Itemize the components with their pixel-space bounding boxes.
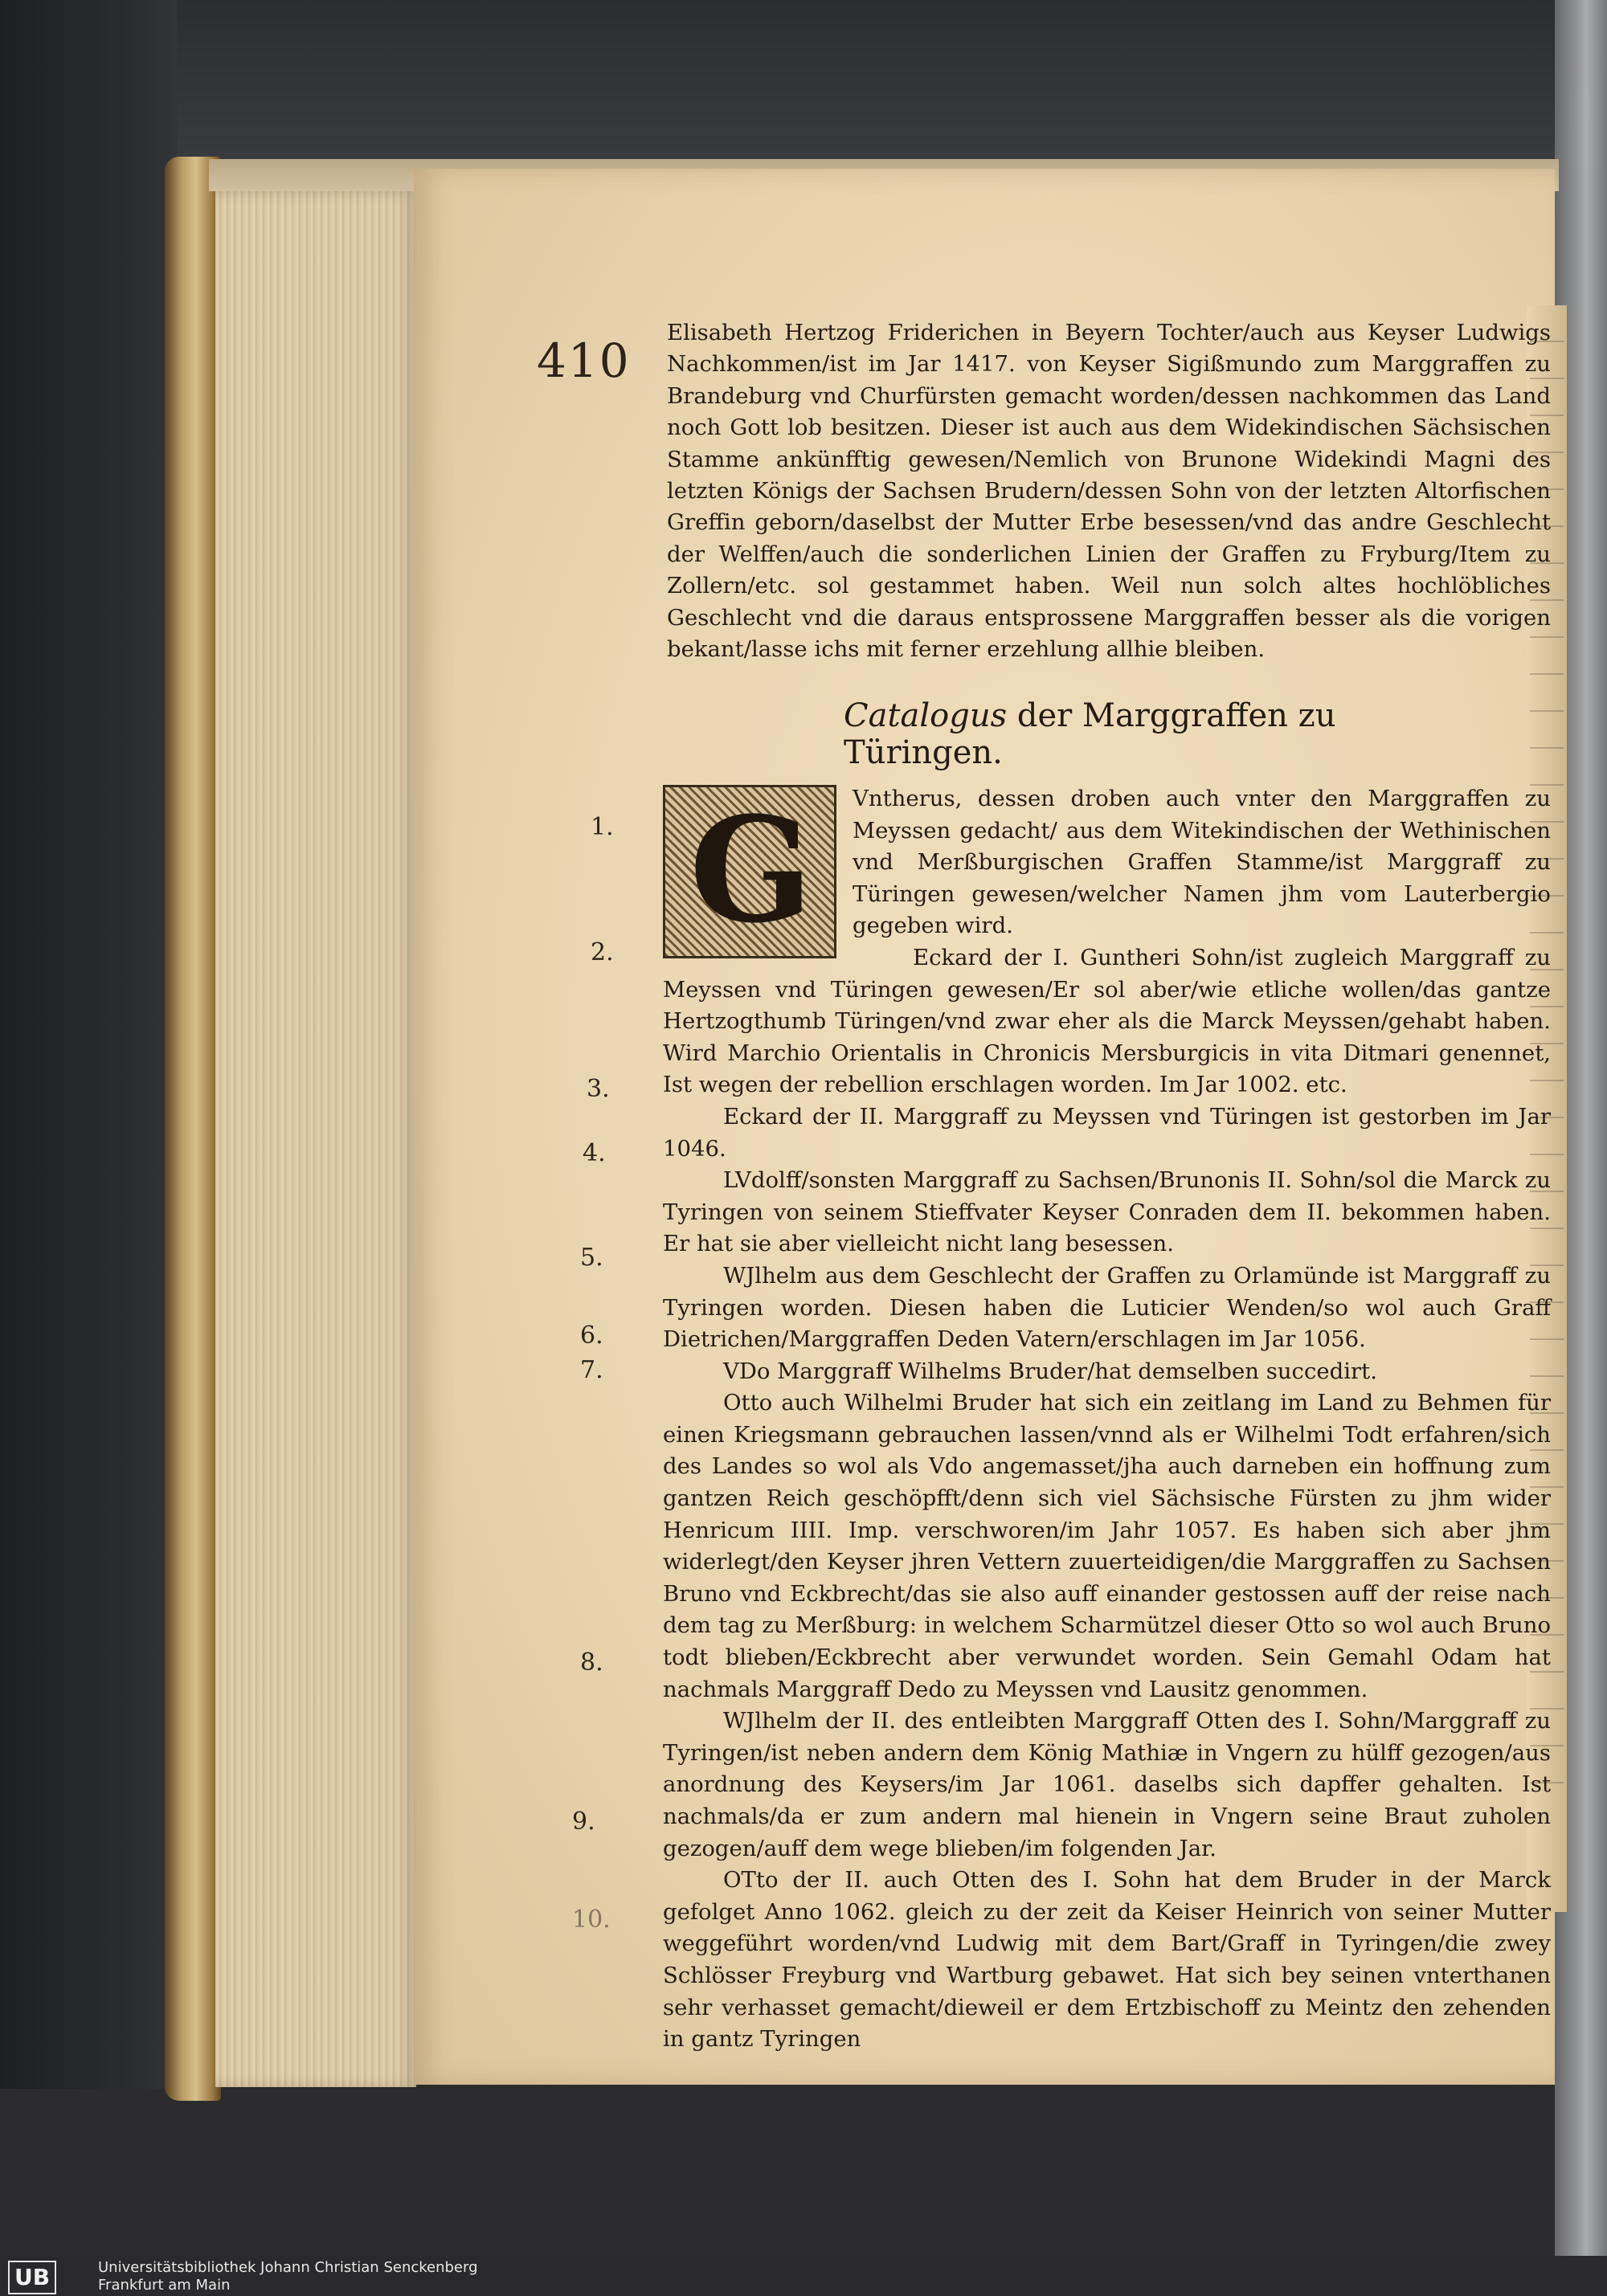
top-paragraph-block — [667, 317, 1551, 665]
entry-9: OTto der II. auch Otten des I. Sohn hat dem Bruder in der Marck gefolget Anno 1062. gleich zu der zeit da Keiser Heinrich von seiner Mutter weggeführt worden/vnd Ludwig mit dem Bart/Graff in Tyringen/die zwey Schlösser Freyburg vnd Wartburg gebawet. Hat sich bey seinen vnterthanen sehr verhasset gemacht/dieweil er dem Ertzbischoff zu Meintz den zehenden in gantz Tyringen — [663, 1867, 1551, 2053]
margin-number-8: 8. — [580, 1648, 603, 1677]
margin-number-9: 9. — [572, 1808, 595, 1836]
institution-name — [98, 2259, 478, 2294]
background-left — [0, 0, 177, 2296]
entry-4: LVdolff/sonsten Marggraff zu Sachsen/Brunonis II. Sohn/sol die Marck zu Tyringen von seinem Stieffvater Keyser Conraden dem II. bekommen haben. Er hat sie aber vielleicht nicht lang besessen. — [663, 1167, 1551, 1257]
catalog-body — [663, 783, 1551, 2056]
book-spine — [165, 157, 221, 2101]
margin-number-4: 4. — [583, 1139, 606, 1167]
margin-number-7: 7. — [580, 1356, 603, 1384]
margin-number-1: 1. — [591, 813, 614, 841]
entry-1: Vntherus, dessen droben auch vnter den Marggraffen zu Meyssen gedacht/ aus dem Witekindischen der Wethinischen vnd Merßburgischen Graffen Stamme/ist Marggraff zu Türingen gewesen/welcher Namen jhm vom Lauterbergio gegeben wird. — [853, 786, 1551, 939]
entry-3: Eckard der II. Marggraff zu Meyssen vnd Türingen ist gestorben im Jar 1046. — [663, 1103, 1551, 1162]
institution-line-1: Universitätsbibliothek Johann Christian Senckenberg — [98, 2259, 478, 2276]
margin-number-2: 2. — [591, 938, 614, 966]
background-top — [0, 0, 1607, 169]
institution-line-2: Frankfurt am Main — [98, 2277, 231, 2294]
heading-title: der Marggraffen zu Türingen. — [844, 697, 1336, 771]
page-edges — [215, 191, 416, 2087]
library-logo: UB — [8, 2261, 56, 2294]
ornamental-initial — [663, 785, 836, 958]
entry-7: Otto auch Wilhelmi Bruder hat sich ein zeitlang im Land zu Behmen für einen Kriegsmann gebrauchen lassen/vnnd als er Wilhelmi Todt erfahren/sich des Landes so wol als Vdo angemasset/jha auch darneben ein hoffnung zum gantzen Reich geschöpfft/denn sich viel Sächsische Fürsten zu jhm wider Henricum IIII. Imp. verschworen/im Jahr 1057. Es haben sich aber jhm widerlegt/den Keyser jhren Vettern zuuerteidigen/die Marggraffen zu Sachsen Bruno vnd Eckbrecht/das sie also auff einander gestossen auff der reise nach dem tag zu Merßburg: in welchem Scharmützel dieser Otto so wol auch Bruno todt blieben/Eckbrecht aber verwundet worden. Sein Gemahl Odam hat nachmals Marggraff Dedo zu Meyssen vnd Lausitz genommen. — [663, 1390, 1551, 1702]
drop-cap-letter: G — [689, 786, 813, 955]
entry-5: WJlhelm aus dem Geschlecht der Graffen zu Orlamünde ist Marggraff zu Tyringen worden. Diesen haben die Luticier Wenden/so wol auch Graff Dietrichen/Marggraffen Deden Vatern/erschlagen im Jar 1056. — [663, 1262, 1551, 1353]
margin-number-3: 3. — [587, 1075, 610, 1103]
drop-cap — [663, 785, 841, 963]
page-number: 410 — [537, 333, 631, 388]
heading-catalogus: Catalogus — [844, 697, 1008, 734]
entry-2: Eckard der I. Guntheri Sohn/ist zugleich Marggraff zu Meyssen vnd Türingen gewesen/Er sol aber/wie etliche wollen/das gantze Hertzogthumb Türingen/vnd zwar eher als die Marck Meyssen/gehabt haben. Wird Marchio Orientalis in Chronicis Mersburgicis in vita Ditmari genennet, Ist wegen der rebellion erschlagen worden. Im Jar 1002. etc. — [663, 944, 1551, 1098]
footer-bar — [0, 2256, 1607, 2296]
entry-8: WJlhelm der II. des entleibten Marggraff Otten des I. Sohn/Marggraff zu Tyringen/ist neben andern dem König Mathiæ in Vngern zu hülff gezogen/aus anordnung des Keysers/im Jar 1061. daselbs sich dapffer gehalten. Ist nachmals/da er zum andern mal hienein in Vngern seine Braut zuholen gezogen/auff dem wege blieben/im folgenden Jar. — [663, 1708, 1551, 1861]
section-heading — [844, 697, 1406, 771]
entry-6: VDo Marggraff Wilhelms Bruder/hat demselben succedirt. — [723, 1358, 1377, 1384]
margin-number-5: 5. — [580, 1244, 603, 1272]
margin-number-10: 10. — [572, 1906, 611, 1934]
top-paragraph: Elisabeth Hertzog Friderichen in Beyern Tochter/auch aus Keyser Ludwigs Nachkommen/ist im Jar 1417. von Keyser Sigißmundo zum Marggraffen zu Brandeburg vnd Churfürsten gemacht worden/dessen nachkommen das Land noch Gott lob besitzen. Dieser ist auch aus dem Widekindischen Sächsischen Stamme ankünfftig gewesen/Nemlich von Brunone Widekindi Magni des letzten Königs der Sachsen Brudern/dessen Sohn von der letzten Altorfischen Greffin geborn/daselbst der Mutter Erbe besessen/vnd das andre Geschlecht der Welffen/auch die sonderlichen Linien der Graffen zu Fryburg/Item zu Zollern/etc. sol gestammet haben. Weil nun solch altes hochlöbliches Geschlecht vnd die daraus entsprossene Marggraffen besser als die vorigen bekant/lasse ichs mit ferner erzehlung allhie bleiben. — [667, 320, 1551, 663]
margin-number-6: 6. — [580, 1322, 603, 1350]
